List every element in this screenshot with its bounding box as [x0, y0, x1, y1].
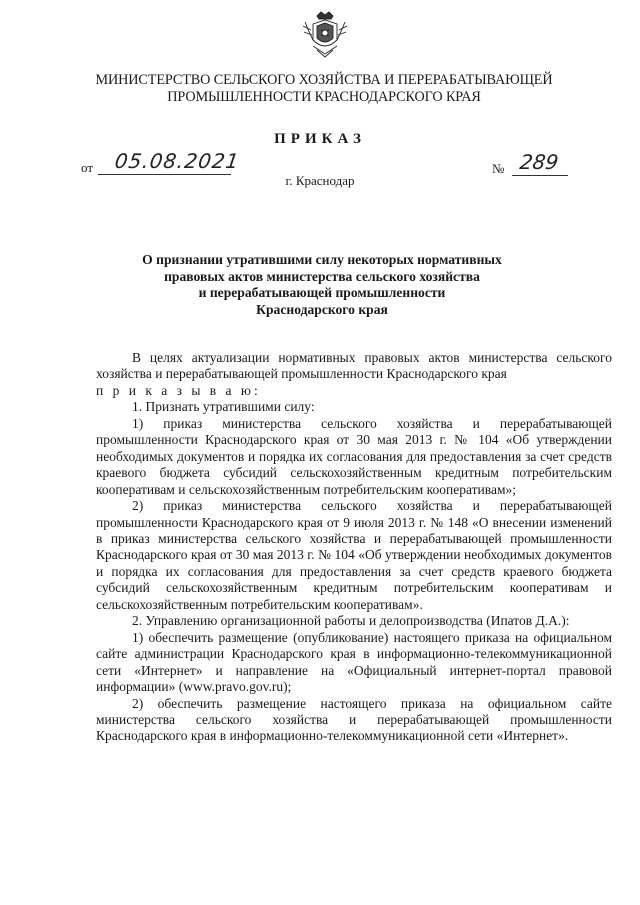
prikazyvayu-label: п р и к а з ы в а ю: — [96, 382, 261, 398]
ministry-line: ПРОМЫШЛЕННОСТИ КРАСНОДАРСКОГО КРАЯ — [167, 89, 481, 105]
document-type: ПРИКАЗ — [274, 131, 366, 147]
ministry-line: МИНИСТЕРСТВО СЕЛЬСКОГО ХОЗЯЙСТВА И ПЕРЕРАБАТЫВАЮЩЕЙ — [95, 72, 553, 88]
heading-line: Краснодарского края — [256, 301, 388, 317]
intro-paragraph: В целях актуализации нормативных правовых актов министерства сельского хозяйства и перерабатывающей промышленности Краснодарского края — [96, 350, 612, 382]
order-body — [96, 350, 612, 745]
paragraph-1-item-2: 2) приказ министерства сельского хозяйства и перерабатывающей промышленности Краснодарского края от 9 июля 2013 г. № 148 «О внесении изменений в приказ министерства сельского хозяйства и перерабатывающей промышленности Краснодарского края от 30 мая 2013 г. № 104 «Об утверждении необходимых документов и порядка их согласования для предоставления за счет средств краевого бюджета субсидий сельскохозяйственным кредитным потребительским кооперативам и сельскохозяйственным потребительским кооперативам». — [96, 498, 612, 612]
paragraph-2: 2. Управлению организационной работы и делопроизводства (Ипатов Д.А.): — [132, 613, 570, 629]
heading-line: и перерабатывающей промышленности — [198, 285, 446, 300]
number-prefix: № — [492, 161, 505, 176]
date-prefix: от — [81, 160, 94, 175]
city-label: г. Краснодар — [285, 173, 355, 188]
paragraph-1: 1. Признать утратившими силу: — [132, 399, 315, 415]
paragraph-1-item-1: 1) приказ министерства сельского хозяйства и перерабатывающей промышленности Краснодарского края от 30 мая 2013 г. № 104 «Об утверждении необходимых документов и порядка их согласования для предоставления за счет средств краевого бюджета субсидий сельскохозяйственным кредитным потребительским кооперативам и сельскохозяйственным потребительским кооперативам»; — [96, 415, 612, 497]
ministry-name — [40, 72, 608, 106]
handwritten-number: 289 — [518, 150, 560, 174]
heading-line: правовых актов министерства сельского хозяйства — [164, 268, 480, 284]
order-heading — [120, 252, 524, 318]
paragraph-2-item-1: 1) обеспечить размещение (опубликование) настоящего приказа на официальном сайте администрации Краснодарского края в информационно-телекоммуникационной сети «Интернет» и направление на «Официальный интернет-портал правовой информации» (www.pravo.gov.ru); — [96, 629, 612, 695]
handwritten-date: 05.08.2021 — [113, 149, 242, 173]
paragraph-2-item-2: 2) обеспечить размещение настоящего приказа на официальном сайте министерства сельского хозяйства и перерабатывающей промышленности Краснодарского края в информационно-телекоммуникационной сети «Интернет». — [96, 695, 612, 744]
heading-line: О признании утратившими силу некоторых нормативных — [142, 252, 502, 267]
coat-of-arms-icon — [303, 10, 347, 60]
